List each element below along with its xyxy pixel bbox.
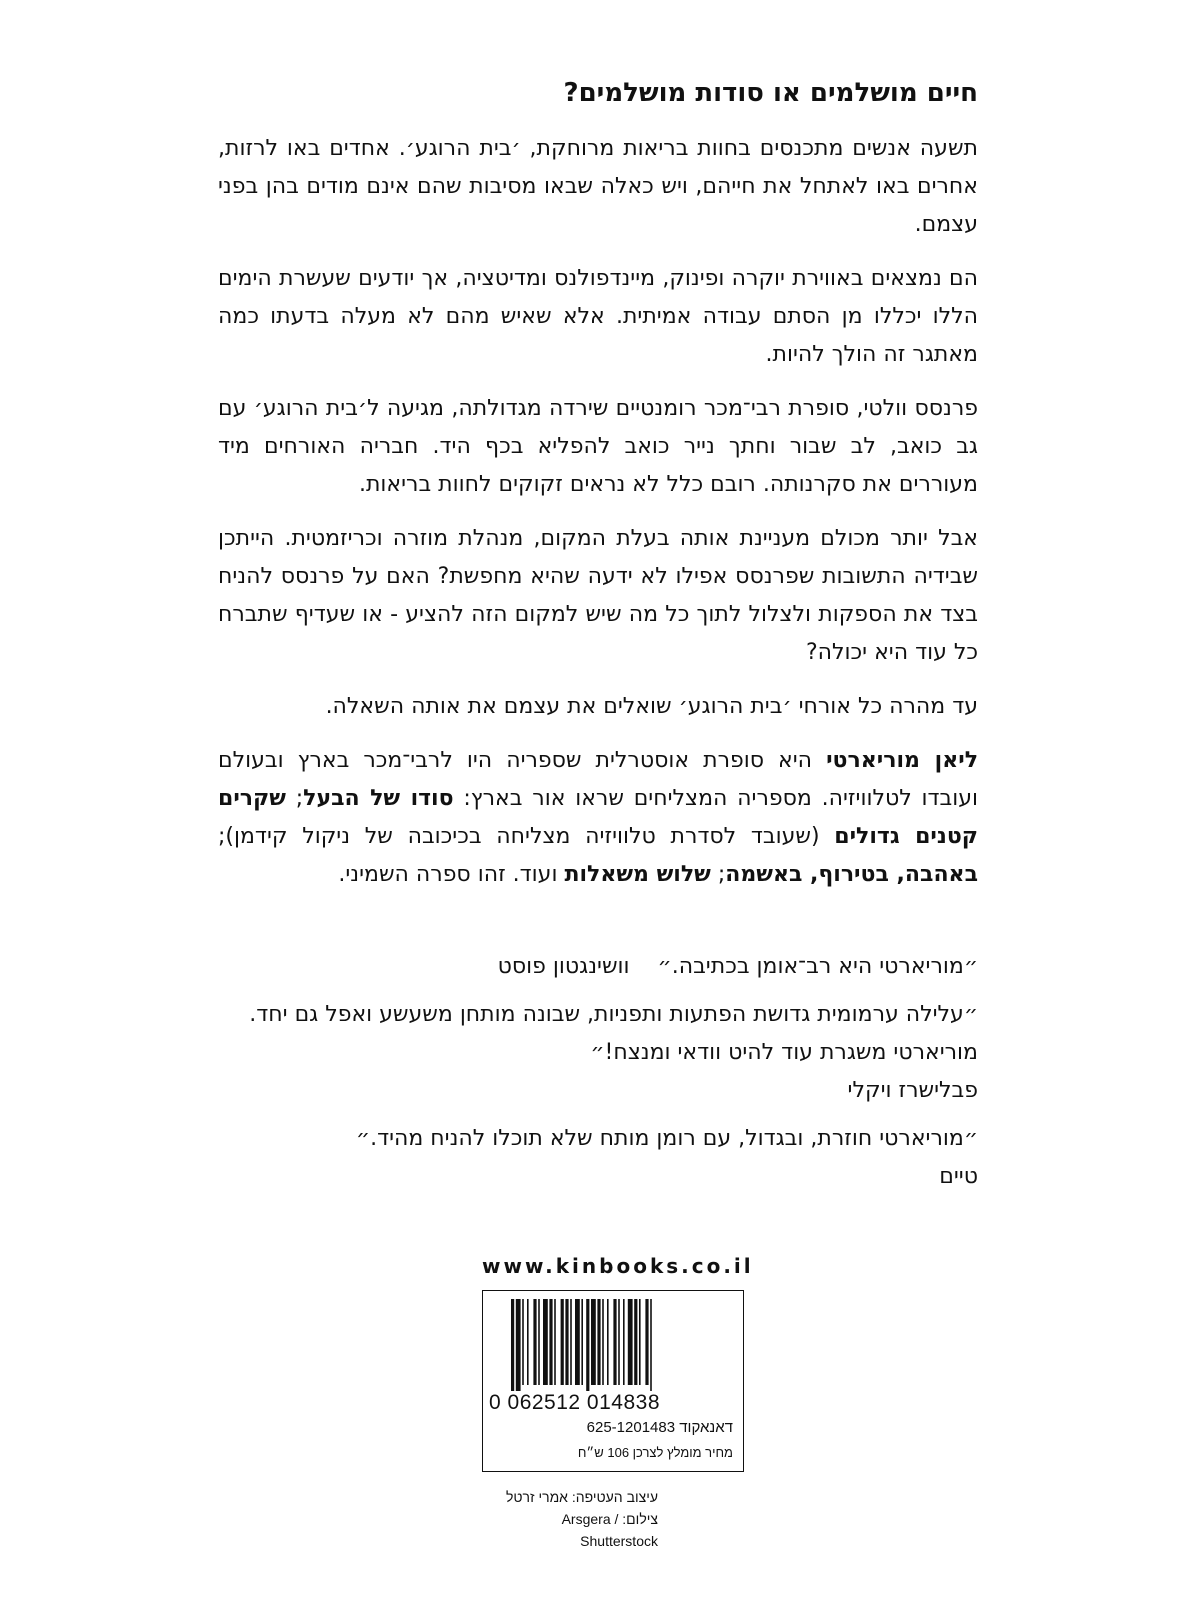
barcode-bar	[549, 1299, 552, 1385]
author-name: ליאן מוריארטי	[826, 748, 979, 773]
recommended-price: מחיר מומלץ לצרכן 106 ש״ח	[577, 1445, 733, 1460]
book-title-1: סודו של הבעל	[303, 786, 454, 811]
headline: חיים מושלמים או סודות מושלמים?	[563, 78, 978, 108]
review-quote-3	[218, 1120, 978, 1196]
barcode-bar	[554, 1299, 556, 1385]
barcode-bar	[628, 1299, 633, 1385]
barcode-bar	[618, 1299, 620, 1385]
quote-text: ״מוריארטי היא רב־אומן בכתיבה.״	[657, 954, 978, 979]
review-quote-1	[218, 948, 978, 986]
quote-text: ״עלילה ערמומית גדושת הפתעות ותפניות, שבונה מותחן משעשע ואפל גם יחד. מוריארטי משגרת עוד להיט וודאי ומנצח!״	[249, 1002, 978, 1065]
quote-source: טיים	[939, 1164, 978, 1189]
barcode-bar	[602, 1299, 604, 1385]
synopsis-paragraph-2: הם נמצאים באווירת יוקרה ופינוק, מיינדפולנס ומדיטציה, אך יודעים שעשרת הימים הללו יכללו מן הסתם עבודה אמיתית. אלא שאיש מהם לא מעלה בדעתו כמה מאתגר זה הולך להיות.	[218, 266, 978, 367]
synopsis-paragraph-4: אבל יותר מכולם מעניינת אותה בעלת המקום, מנהלת מוזרה וכריזמטית. הייתכן שבידיה התשובות שפרנסס אפילו לא ידעה שהיא מחפשת? האם על פרנסס להניח בצד את הספקות ולצלול לתוך כל מה שיש למקום הזה להציע - או שעדיף שתברח כל עוד היא יכולה?	[218, 526, 978, 665]
back-cover-text	[218, 72, 978, 910]
barcode-bar	[575, 1299, 580, 1385]
barcode-bar	[527, 1299, 529, 1385]
barcode-bar	[565, 1299, 568, 1385]
barcode-bar	[623, 1299, 625, 1385]
quote-text: ״מוריארטי חוזרת, ובגדול, עם רומן מותח שלא תוכלו להניח מהיד.״	[355, 1126, 978, 1151]
barcode-bar	[516, 1299, 521, 1391]
barcode-digits: 0 062512 014838	[489, 1391, 660, 1414]
credits	[488, 1486, 658, 1552]
synopsis-paragraph-1: תשעה אנשים מתכנסים בחוות בריאות מרוחקת, ׳בית הרוגע׳. אחדים באו לרזות, אחרים באו לאתחל את חייהם, ויש כאלה שבאו מסיבות שהם אינם מודים בהן בפני עצמם.	[218, 136, 978, 237]
book-title-2: שקרים קטנים גדולים	[218, 786, 978, 849]
bio-separator-1: ;	[285, 786, 304, 811]
barcode-bar	[522, 1299, 524, 1385]
barcode-bar	[511, 1299, 514, 1391]
synopsis-paragraph-3: פרנסס וולטי, סופרת רבי־מכר רומנטיים שירדה מגדולתה, מגיעה ל׳בית הרוגע׳ עם גב כואב, לב שבור וחתך נייר כואב להפליא בכף היד. חבריה האורחים מיד מעוררים את סקרנותה. רובם כלל לא נראים זקוקים לחוות בריאות.	[218, 396, 978, 497]
bio-separator-2: ;	[710, 862, 726, 887]
barcode-bar	[597, 1299, 600, 1385]
dana-code: דאנאקוד 625-1201483	[586, 1419, 733, 1436]
barcode-bar	[634, 1299, 637, 1385]
author-bio-text-2: (שעובד לסדרת טלוויזיה מצליחה בכיכובה של ניקול קידמן);	[218, 824, 835, 849]
quote-source: וושינגטון פוסט	[497, 954, 630, 979]
barcode-bar	[639, 1299, 641, 1385]
barcode-bar	[561, 1299, 564, 1385]
barcode-bar	[613, 1299, 616, 1385]
book-title-4: שלוש משאלות	[564, 862, 711, 887]
cover-design-credit: עיצוב העטיפה: אמרי זרטל	[506, 1489, 658, 1505]
author-bio-text-3: ועוד. זהו ספרה השמיני.	[338, 862, 565, 887]
photo-credit: צילום: Arsgera / Shutterstock	[561, 1511, 658, 1549]
book-title-3: באהבה, בטירוף, באשמה	[725, 862, 978, 887]
review-quote-2	[218, 996, 978, 1110]
author-bio	[218, 742, 978, 894]
barcode-bar	[543, 1299, 548, 1385]
barcode-bar	[533, 1299, 536, 1385]
barcode-bar	[581, 1299, 583, 1385]
barcode-bar	[570, 1299, 572, 1385]
review-quotes	[218, 948, 978, 1206]
barcode-bar	[650, 1299, 652, 1391]
barcode-bar	[586, 1299, 589, 1391]
barcode-bar	[538, 1299, 540, 1385]
quote-source: פבלישרז ויקלי	[847, 1078, 978, 1103]
barcode-bar	[645, 1299, 648, 1385]
barcode-bar	[591, 1299, 596, 1385]
barcode-bar	[607, 1299, 609, 1385]
barcode-box	[482, 1290, 744, 1472]
barcode-icon	[507, 1299, 721, 1391]
publisher-website: www.kinbooks.co.il	[482, 1254, 754, 1278]
author-bio-text-1: היא סופרת אוסטרלית שספריה היו לרבי־מכר בארץ ובעולם ועובדו לטלוויזיה. מספריה המצליחים שראו אור בארץ:	[218, 748, 979, 811]
synopsis-paragraph-5: עד מהרה כל אורחי ׳בית הרוגע׳ שואלים את עצמם את אותה השאלה.	[325, 694, 978, 719]
